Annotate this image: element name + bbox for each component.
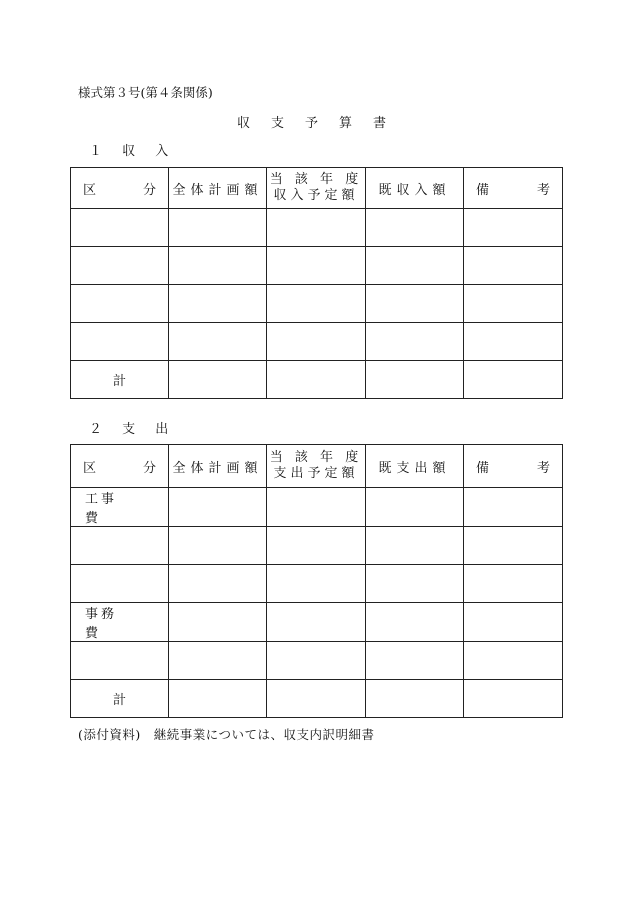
form-number: 様式第３号(第４条関係): [78, 85, 213, 100]
income-col-total-plan: 全体計画額: [169, 168, 267, 209]
table-row: [71, 285, 563, 323]
table-cell: [366, 247, 464, 285]
table-cell: [169, 642, 267, 680]
table-row: [71, 565, 563, 603]
table-cell: [464, 488, 563, 527]
table-cell: [267, 642, 366, 680]
table-cell: [267, 488, 366, 527]
table-cell: [169, 247, 267, 285]
table-cell: [464, 642, 563, 680]
expense-row-label: [71, 527, 169, 565]
table-cell: [464, 565, 563, 603]
expense-total-label: 計: [71, 680, 169, 718]
table-cell: [366, 565, 464, 603]
table-cell: [464, 361, 563, 399]
table-cell: [366, 285, 464, 323]
expense-row-construction: 工事費: [71, 488, 169, 527]
table-cell: [169, 527, 267, 565]
expense-col-remarks: 備 考: [464, 445, 563, 488]
table-cell: [267, 247, 366, 285]
expense-table: [70, 444, 563, 718]
income-col-received: 既収入額: [366, 168, 464, 209]
expense-header-row: [71, 445, 563, 488]
expense-col-fiscal-year-line1: 当 該 年 度: [269, 450, 363, 465]
expense-col-category: 区 分: [71, 445, 169, 488]
table-cell: [267, 361, 366, 399]
income-col-remarks: 備 考: [464, 168, 563, 209]
table-cell: [366, 323, 464, 361]
table-cell: [169, 565, 267, 603]
table-cell: [267, 285, 366, 323]
table-cell: [366, 488, 464, 527]
table-cell: [366, 527, 464, 565]
expense-col-fiscal-year-line2: 支出予定額: [273, 466, 359, 481]
expense-col-total-plan: 全体計画額: [169, 445, 267, 488]
expense-row-label: [71, 565, 169, 603]
income-col-fiscal-year-line2: 収入予定額: [273, 188, 359, 203]
income-col-fiscal-year: [267, 168, 366, 209]
table-cell: [169, 361, 267, 399]
table-cell: [169, 323, 267, 361]
table-row: [71, 603, 563, 642]
table-cell: [267, 603, 366, 642]
table-cell: [366, 680, 464, 718]
income-row-label: [71, 247, 169, 285]
table-row: [71, 247, 563, 285]
table-cell: [267, 209, 366, 247]
table-cell: [366, 361, 464, 399]
expense-row-administrative: 事務費: [71, 603, 169, 642]
income-row-label: [71, 285, 169, 323]
table-cell: [366, 209, 464, 247]
table-cell: [169, 285, 267, 323]
table-row: [71, 527, 563, 565]
table-row: [71, 488, 563, 527]
expense-total-row: [71, 680, 563, 718]
income-section-heading: １ 収 入: [89, 144, 177, 159]
income-row-label: [71, 323, 169, 361]
table-cell: [366, 603, 464, 642]
table-cell: [464, 603, 563, 642]
expense-row-label: [71, 642, 169, 680]
income-col-fiscal-year-line1: 当 該 年 度: [269, 172, 363, 187]
attachment-note: (添付資料) 継続事業については、収支内訳明細書: [78, 727, 375, 742]
table-cell: [464, 247, 563, 285]
income-header-row: [71, 168, 563, 209]
table-cell: [169, 603, 267, 642]
table-cell: [366, 642, 464, 680]
expense-section-heading: ２ 支 出: [89, 422, 177, 437]
income-table: [70, 167, 563, 399]
expense-col-spent: 既支出額: [366, 445, 464, 488]
document-title: 収支予算書: [237, 116, 408, 131]
table-cell: [267, 565, 366, 603]
table-row: [71, 209, 563, 247]
table-cell: [464, 527, 563, 565]
income-total-label: 計: [71, 361, 169, 399]
table-cell: [464, 323, 563, 361]
table-row: [71, 642, 563, 680]
table-cell: [267, 680, 366, 718]
table-cell: [267, 527, 366, 565]
table-cell: [169, 209, 267, 247]
income-total-row: [71, 361, 563, 399]
table-row: [71, 323, 563, 361]
income-col-category: 区 分: [71, 168, 169, 209]
income-row-label: [71, 209, 169, 247]
table-cell: [267, 323, 366, 361]
table-cell: [169, 488, 267, 527]
table-cell: [464, 209, 563, 247]
table-cell: [464, 680, 563, 718]
expense-col-fiscal-year: [267, 445, 366, 488]
table-cell: [169, 680, 267, 718]
table-cell: [464, 285, 563, 323]
